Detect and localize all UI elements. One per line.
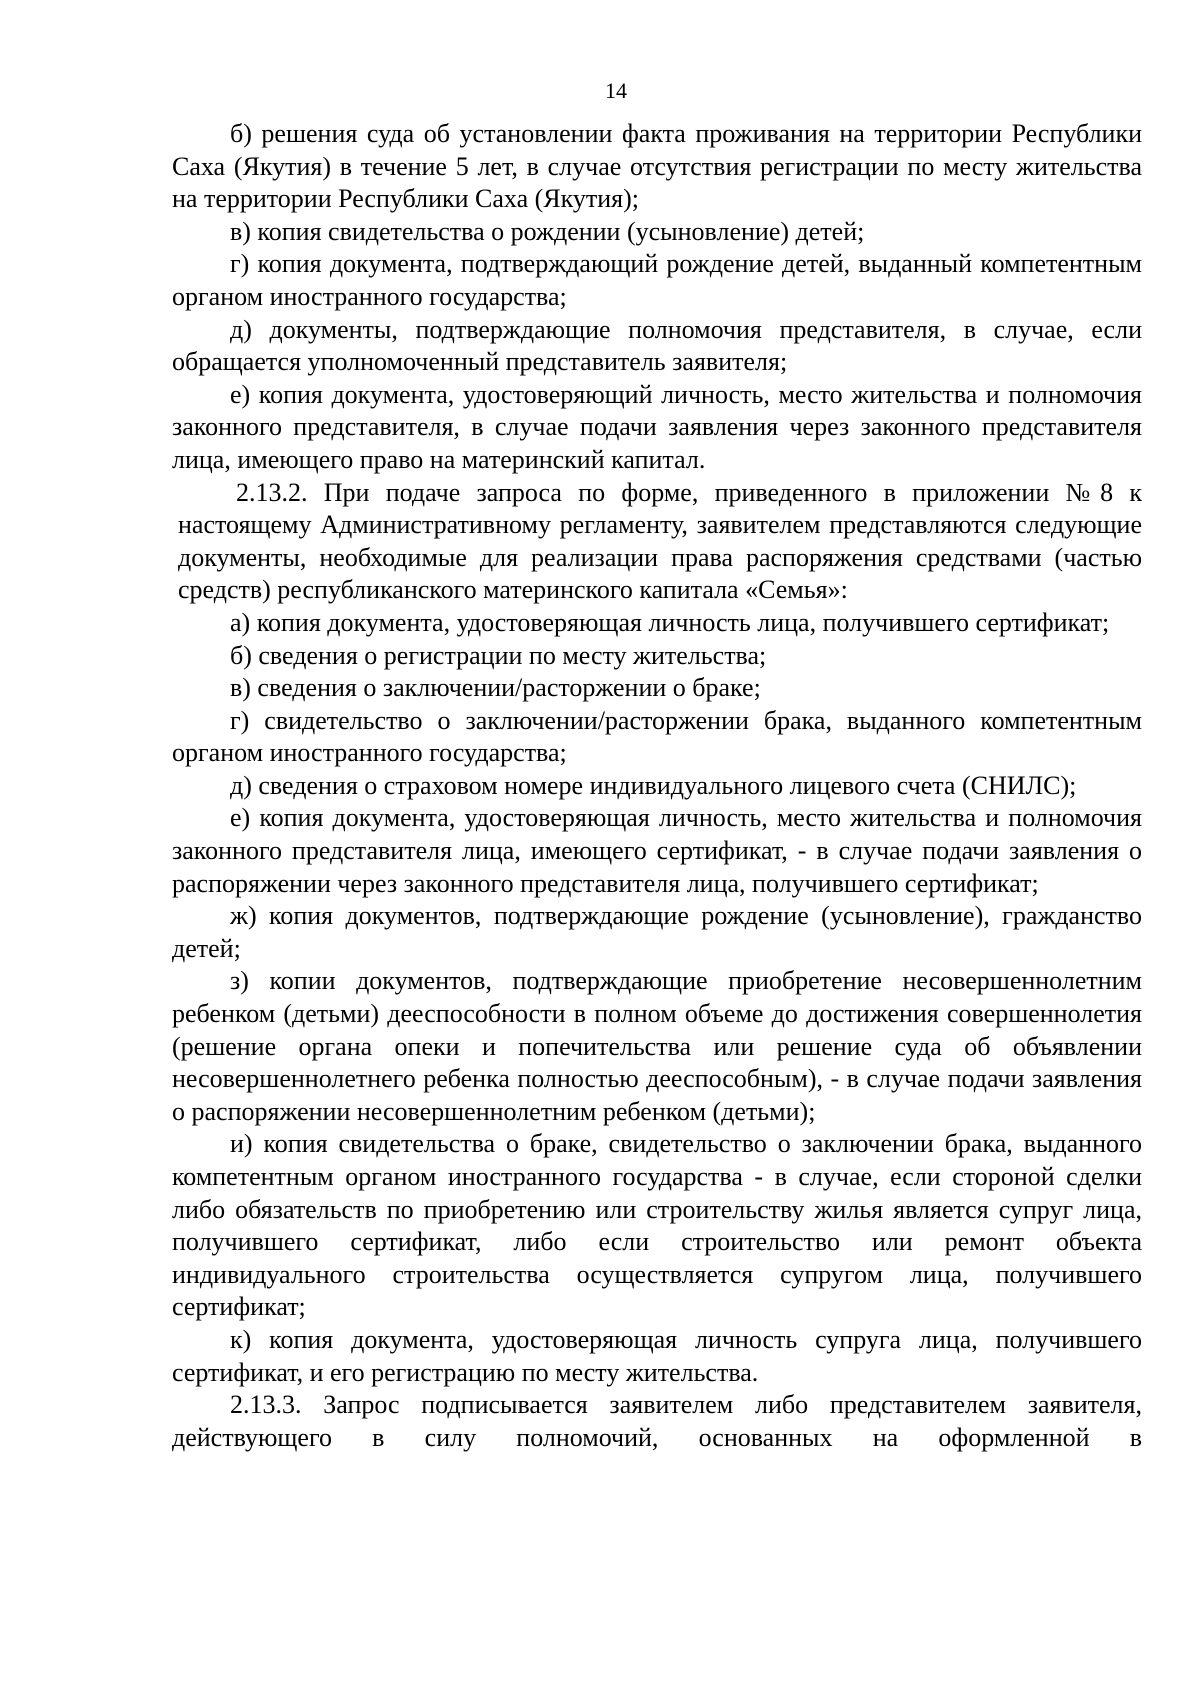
section-paragraph: 2.13.2. При подаче запроса по форме, приведенного в приложении №8 к настоящему Административному регламенту, заявителем представляются следующие документы, необходимые для реализации права распоряжения средствами (частью средств) республиканского материнского капитала «Семья»:: [178, 477, 1142, 605]
paragraph: з) копии документов, подтверждающие приобретение несовершеннолетним ребенком (детьми) дееспособности в полном объеме до достижения совершеннолетия (решение органа опеки и попечительства или решение суда об объявлении несовершеннолетнего ребенка полностью дееспособным), - в случае подачи заявления о распоряжении несовершеннолетним ребенком (детьми);: [172, 966, 1142, 1126]
paragraph: и) копия свидетельства о браке, свидетельство о заключении брака, выданного компетентным органом иностранного государства - в случае, если стороной сделки либо обязательств по приобретению или строительству жилья является супруг лица, получившего сертификат, либо если строительство или ремонт объекта индивидуального строительства осуществляется супругом лица, получившего сертификат;: [172, 1129, 1142, 1322]
paragraph: в) сведения о заключении/расторжении о браке;: [230, 673, 761, 703]
paragraph: г) копия документа, подтверждающий рождение детей, выданный компетентным органом иностранного государства;: [172, 249, 1142, 311]
paragraph: д) документы, подтверждающие полномочия представителя, в случае, если обращается уполномоченный представитель заявителя;: [172, 314, 1142, 377]
paragraph: в) копия свидетельства о рождении (усыновление) детей;: [230, 216, 865, 246]
paragraph: г) свидетельство о заключении/расторжении брака, выданного компетентным органом иностранного государства;: [172, 705, 1142, 768]
section-paragraph: 2.13.3. Запрос подписывается заявителем либо представителем заявителя, действующего в силу полномочий, основанных на оформленной в: [172, 1390, 1142, 1452]
document-body: [172, 118, 1142, 1454]
paragraph: а) копия документа, удостоверяющая личность лица, получившего сертификат;: [230, 607, 1110, 637]
paragraph: ж) копия документов, подтверждающие рождение (усыновление), гражданство детей;: [172, 901, 1142, 963]
paragraph: е) копия документа, удостоверяющий личность, место жительства и полномочия законного представителя, в случае подачи заявления через законного представителя лица, имеющего право на материнский капитал.: [172, 379, 1142, 474]
paragraph: к) копия документа, удостоверяющая личность супруга лица, получившего сертификат, и его регистрацию по месту жительства.: [172, 1324, 1142, 1387]
paragraph: д) сведения о страховом номере индивидуального лицевого счета (СНИЛС);: [230, 770, 1077, 800]
paragraph: е) копия документа, удостоверяющая личность, место жительства и полномочия законного представителя лица, имеющего сертификат, - в случае подачи заявления о распоряжении через законного представителя лица, получившего сертификат;: [172, 803, 1142, 898]
paragraph: б) решения суда об установлении факта проживания на территории Республики Саха (Якутия) в течение 5 лет, в случае отсутствия регистрации по месту жительства на территории Республики Саха (Якутия);: [172, 119, 1142, 214]
paragraph: б) сведения о регистрации по месту жительства;: [230, 640, 767, 670]
page-number: 14: [605, 78, 627, 103]
